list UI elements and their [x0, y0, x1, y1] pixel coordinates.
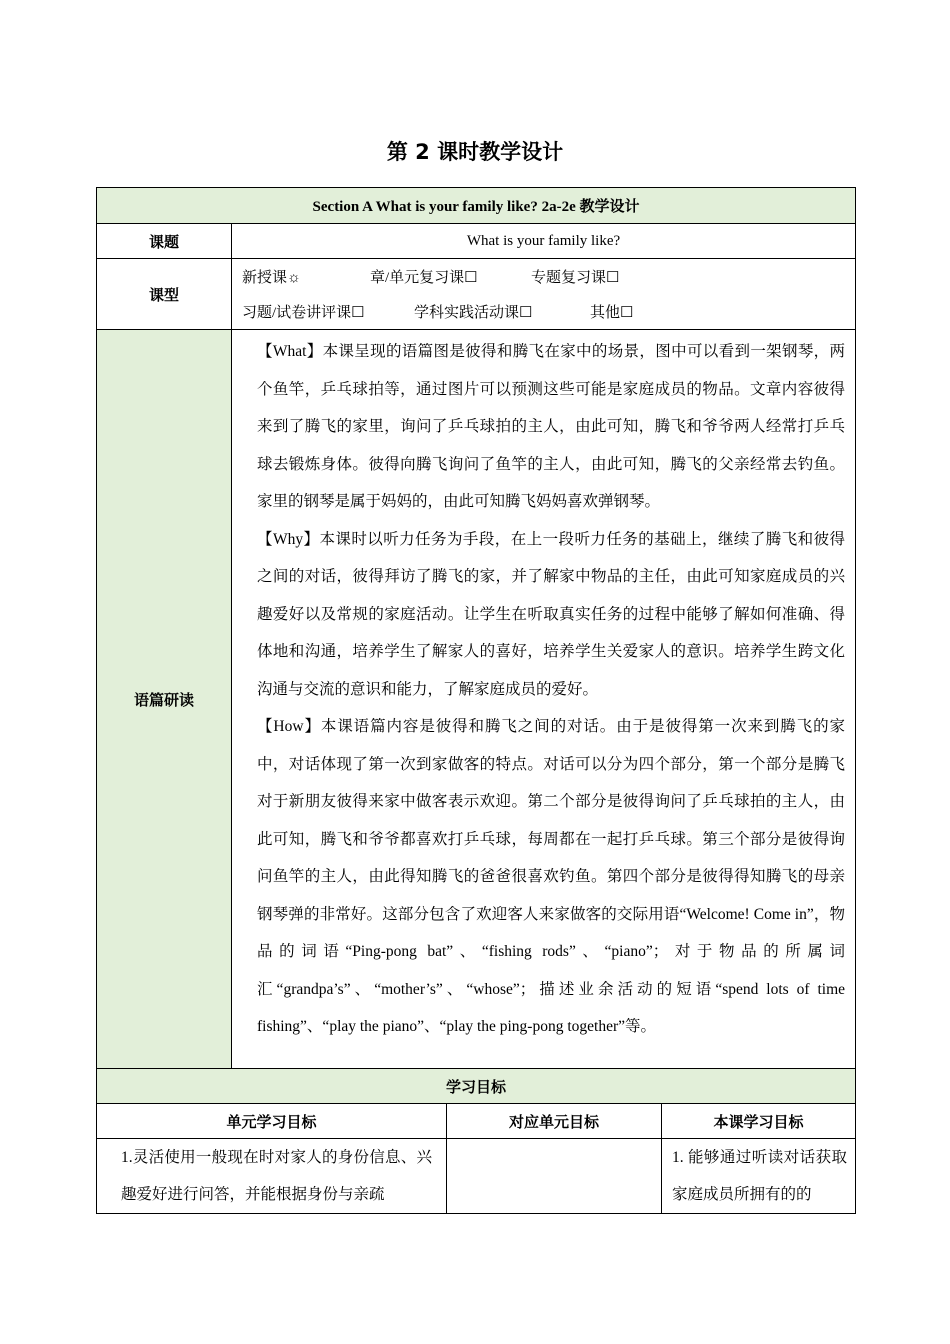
text-study-label: 语篇研读 — [97, 330, 232, 1069]
corresponding-goal-cell — [447, 1139, 662, 1214]
lesson-type-row-2 — [232, 294, 855, 329]
text-study-content — [232, 330, 856, 1069]
col-header-unit-goal: 单元学习目标 — [97, 1104, 447, 1139]
col-header-corresponding-goal: 对应单元目标 — [447, 1104, 662, 1139]
section-header: Section A What is your family like? 2a-2e 教学设计 — [97, 188, 856, 224]
lesson-type-row-1 — [232, 259, 855, 294]
lesson-type-option: 新授课☼ — [242, 270, 301, 286]
lesson-type-option: 学科实践活动课☐ — [414, 305, 533, 321]
lesson-type-option: 习题/试卷讲评课☐ — [242, 305, 365, 321]
topic-label: 课题 — [97, 224, 232, 259]
text-study-why: 【Why】本课时以听力任务为手段，在上一段听力任务的基础上，继续了腾飞和彼得之间的对话，彼得拜访了腾飞的家，并了解家中物品的主任，由此可知家庭成员的兴趣爱好以及常规的家庭活动。让学生在听取真实任务的过程中能够了解如何准确、得体地和沟通，培养学生了解家人的喜好，培养学生关爱家人的意识。培养学生跨文化沟通与交流的意识和能力，了解家庭成员的爱好。 — [257, 530, 846, 698]
document-title: 第 2 课时教学设计 — [386, 140, 564, 164]
text-study-what: 【What】本课呈现的语篇图是彼得和腾飞在家中的场景，图中可以看到一架钢琴，两个鱼竿，乒乓球拍等，通过图片可以预测这些可能是家庭成员的物品。文章内容彼得来到了腾飞的家里，询问了乒乓球拍的主人，由此可知，腾飞和爷爷两人经常打乒乓球去锻炼身体。彼得向腾飞询问了鱼竿的主人，由此可知，腾飞的父亲经常去钓鱼。家里的钢琴是属于妈妈的，由此可知腾飞妈妈喜欢弹钢琴。 — [257, 343, 846, 510]
learning-goals-header: 学习目标 — [97, 1069, 856, 1104]
col-header-lesson-goal: 本课学习目标 — [662, 1104, 856, 1139]
lesson-type-option: 专题复习课☐ — [531, 270, 620, 286]
text-study-how: 【How】本课语篇内容是彼得和腾飞之间的对话。由于是彼得第一次来到腾飞的家中，对话体现了第一次到家做客的特点。对话可以分为四个部分，第一个部分是腾飞对于新朋友彼得来家中做客表示欢迎。第二个部分是彼得询问了乒乓球拍的主人，由此可知，腾飞和爷爷都喜欢打乒乓球，每周都在一起打乒乓球。第三个部分是彼得询问鱼竿的主人，由此得知腾飞的爸爸很喜欢钓鱼。第四个部分是彼得得知腾飞的母亲钢琴弹的非常好。这部分包含了欢迎客人来家做客的交际用语“Welcome! Come in”，物品的词语“Ping-pong bat”、“fishing rods”、“piano”；对于物品的所属词汇“grandpa’s”、“mother’s”、“whose”；描述业余活动的短语“spend lots of time fishing”、“play the piano”、“play the ping-pong together”等。 — [257, 718, 846, 1035]
unit-goal-cell — [97, 1139, 447, 1214]
lesson-goal-cell — [662, 1139, 856, 1214]
lesson-type-label: 课型 — [97, 259, 232, 330]
topic-value: What is your family like? — [232, 224, 856, 259]
unit-goal-text: 1.灵活使用一般现在时对家人的身份信息、兴趣爱好进行问答，并能根据身份与亲疏 — [121, 1149, 432, 1203]
lesson-design-table — [96, 187, 856, 1214]
lesson-type-options — [232, 259, 856, 330]
lesson-type-option: 章/单元复习课☐ — [370, 270, 478, 286]
lesson-goal-text: 1. 能够通过听读对话获取家庭成员所拥有的的 — [672, 1149, 848, 1203]
lesson-type-option: 其他☐ — [590, 305, 634, 321]
